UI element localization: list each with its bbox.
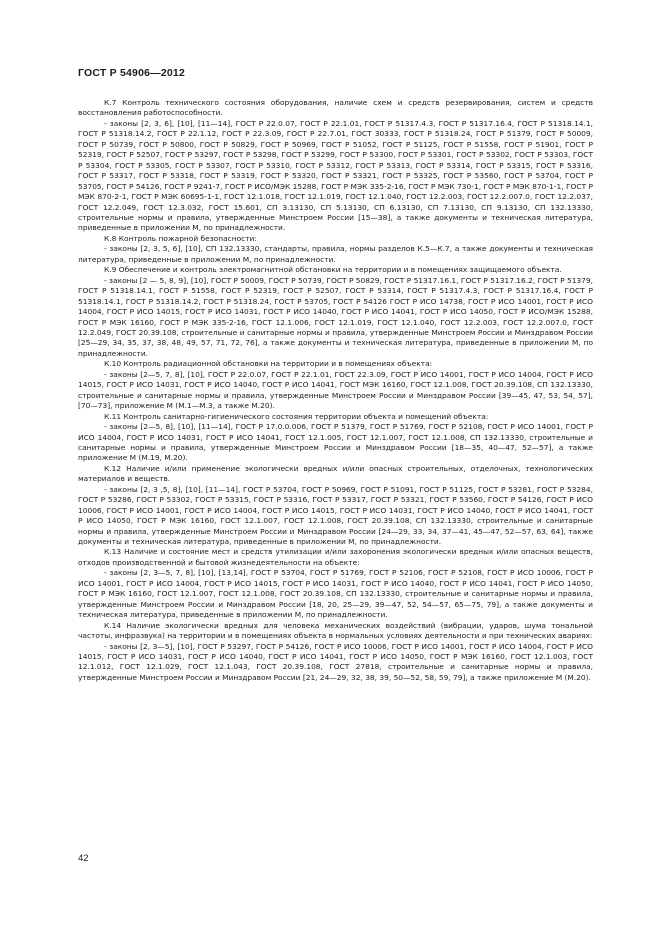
section-k7-laws: - законы [2, 3, 6], [10], [11—14], ГОСТ Р 22.0.07, ГОСТ Р 22.1.01, ГОСТ Р 51317.4.3, ГОСТ Р 51317.16.4, ГОСТ Р 51318.14.1, ГОСТ Р 51318.14.2, ГОСТ Р 22.1.12, ГОСТ Р 22.3.09, ГОСТ Р 22.7.01, ГОСТ 30333, ГОСТ Р 51318.24, ГОСТ Р 51379, ГОСТ Р 50009, ГОСТ Р 50739, ГОСТ Р 50800, ГОСТ Р 50829, ГОСТ Р 50969, ГОСТ Р 51052, ГОСТ Р 51125, ГОСТ Р 51558, ГОСТ Р 51901, ГОСТ Р 52319, ГОСТ Р 52507, ГОСТ Р 53297, ГОСТ Р 53298, ГОСТ Р 53299, ГОСТ Р 53300, ГОСТ Р 53301, ГОСТ Р 53302, ГОСТ Р 53303, ГОСТ Р 53304, ГОСТ Р 53305, ГОСТ Р 53307, ГОСТ Р 53310, ГОСТ Р 53312, ГОСТ Р 53313, ГОСТ Р 53314, ГОСТ Р 53315, ГОСТ Р 53316, ГОСТ Р 53317, ГОСТ Р 53318, ГОСТ Р 53319, ГОСТ Р 53320, ГОСТ Р 53321, ГОСТ Р 53325, ГОСТ Р 53560, ГОСТ Р 53704, ГОСТ Р 53705, ГОСТ Р 54126, ГОСТ Р 9241-7, ГОСТ Р ИСО/МЭК 15288, ГОСТ Р МЭК 335-2-16, ГОСТ Р МЭК 730-1, ГОСТ Р МЭК 870-1-1, ГОСТ Р МЭК 870-2-1, ГОСТ Р МЭК 60695-1-1, ГОСТ 12.1.018, ГОСТ 12.1.019, ГОСТ 12.1.040, ГОСТ 12.2.003, ГОСТ 12.2.007.0, ГОСТ 12.2.037, ГОСТ 12.2.049, ГОСТ 12.3.032, ГОСТ 15.601, СП 3.13130, СП 5.13130, СП 6.13130, СП 7.13130, СП 9.13130, СП 132.13330, строительные нормы и правила, утвержденные Минстроем России [15—38], а также документы и техническая литература, приведенные в приложении М, по принадлежности. [78, 118, 593, 233]
section-k7-heading: К.7 Контроль технического состояния оборудования, наличие схем и средств резервирования, систем и средств восстановления работоспособности. [78, 98, 593, 118]
section-k9-laws: - законы [2 — 5, 8, 9], [10], ГОСТ Р 50009, ГОСТ Р 50739, ГОСТ Р 50829, ГОСТ Р 51317.16.1, ГОСТ Р 51317.16.2, ГОСТ Р 51379, ГОСТ Р 51318.14.1, ГОСТ Р 51558, ГОСТ Р 52319, ГОСТ Р 52507, ГОСТ Р 53314, ГОСТ Р 51317.4.3, ГОСТ Р 51317.16.4, ГОСТ Р 51318.14.1, ГОСТ Р 51318.14.2, ГОСТ Р 51318.24, ГОСТ Р 53705, ГОСТ Р 54126 ГОСТ Р ИСО 14738, ГОСТ Р ИСО 14001, ГОСТ Р ИСО 14004, ГОСТ Р ИСО 14015, ГОСТ Р ИСО 14031, ГОСТ Р ИСО 14040, ГОСТ Р ИСО 14041, ГОСТ Р ИСО 14050, ГОСТ Р ИСО/МЭК 15288, ГОСТ Р МЭК 16160, ГОСТ Р МЭК 335-2-16, ГОСТ 12.1.006, ГОСТ 12.1.019, ГОСТ 12.1.040, ГОСТ 12.2.003, ГОСТ 12.2.007.0, ГОСТ 12.2.049, ГОСТ 20.39.108, строительные и санитарные нормы и правила, утвержденные Минстроем России и Минздравом России [25—29, 34, 35, 37, 38, 48, 49, 57, 71, 72, 76], а также документы и техническая литература, приведенные в приложении М, по принадлежности. [78, 275, 593, 358]
section-k8-heading: К.8 Контроль пожарной безопасности: [104, 233, 257, 243]
document-body [78, 98, 593, 683]
section-k9-heading: К.9 Обеспечение и контроль электромагнитной обстановки на территории и в помещениях защищаемого объекта. [104, 265, 562, 275]
section-k13-laws: - законы [2, 3—5, 7, 8], [10], [13,14], ГОСТ Р 53704, ГОСТ Р 51769, ГОСТ Р 52106, ГОСТ Р 52108, ГОСТ Р ИСО 10006, ГОСТ Р ИСО 14001, ГОСТ Р ИСО 14004, ГОСТ Р ИСО 14015, ГОСТ Р ИСО 14031, ГОСТ Р ИСО 14040, ГОСТ Р ИСО 14041, ГОСТ Р ИСО 14050, ГОСТ Р МЭК 16160, ГОСТ 12.1.007, ГОСТ 12.1.008, ГОСТ 20.39.108, СП 132.13330, строительные и санитарные нормы и правила, утвержденные Минстроем России и Минздравом России [18, 20, 25—29, 39—47, 52, 54—57, 65—75, 79], а также документы и техническая литература, приведенные в приложении М, по принадлежности. [78, 568, 593, 620]
section-k14-laws: - законы [2, 3—5], [10], ГОСТ Р 53297, ГОСТ Р 54126, ГОСТ Р ИСО 10006, ГОСТ Р ИСО 14001, ГОСТ Р ИСО 14004, ГОСТ Р ИСО 14015, ГОСТ Р ИСО 14031, ГОСТ Р ИСО 14040, ГОСТ Р ИСО 14041, ГОСТ Р ИСО 14050, ГОСТ Р МЭК 16160, ГОСТ 12.1.003, ГОСТ 12.1.012, ГОСТ 12.1.029, ГОСТ 12.1.043, ГОСТ 20.39.108, ГОСТ 27818, строительные и санитарные нормы и правила, утвержденные Минстроем России и Минздравом России [21, 24—29, 32, 38, 39, 50—52, 58, 59, 79], а также приложение М (М.20). [78, 641, 593, 682]
section-k10-heading: К.10 Контроль радиационной обстановки на территории и в помещениях объекта: [104, 359, 433, 369]
section-k12-heading: К.12 Наличие и/или применение экологически вредных и/или опасных строительных, отделочных, технологических материалов и веществ. [78, 463, 593, 484]
page-number: 42 [78, 853, 89, 864]
section-k11-laws: - законы [2—5, 8], [10], [11—14], ГОСТ Р 17.0.0.006, ГОСТ Р 51379, ГОСТ Р 51769, ГОСТ Р 52108, ГОСТ Р ИСО 14001, ГОСТ Р ИСО 14004, ГОСТ Р ИСО 14031, ГОСТ Р ИСО 14041, ГОСТ 12.1.005, ГОСТ 12.1.007, ГОСТ 12.1.008, СП 132.13330, строительные и санитарные нормы и правила, утвержденные Минстроем России и Минздравом России [18—35, 40—47, 52—57], а также приложение М (М.19, М.20). [78, 422, 593, 463]
section-k14-heading: К.14 Наличие экологически вредных для человека механических воздействий (вибрации, ударов, шума тональной частоты, инфразвука) на территории и в помещениях объекта в нормальных условиях деятельности и при технических авариях: [78, 620, 593, 641]
section-k10-laws: - законы [2—5, 7, 8], [10], ГОСТ Р 22.0.07, ГОСТ Р 22.1.01, ГОСТ 22.3.09, ГОСТ Р ИСО 14001, ГОСТ Р ИСО 14004, ГОСТ Р ИСО 14015, ГОСТ Р ИСО 14031, ГОСТ Р ИСО 14040, ГОСТ Р ИСО 14041, ГОСТ МЭК 16160, ГОСТ 12.1.008, ГОСТ 20.39.108, СП 132.13330, строительные и санитарные нормы и правила, утвержденные Минстроем России и Минздравом России [39—45, 47, 53, 54, 57], [70—73], приложение М (М.1—М.3, а также М.20). [78, 369, 593, 411]
document-header: ГОСТ Р 54906—2012 [78, 67, 186, 79]
section-k8-laws: - законы [2, 3, 5, 6], [10], СП 132.13330, стандарты, правила, нормы разделов К.5—К.7, а также документы и техническая литература, приведенные в приложении М, по принадлежности. [78, 244, 593, 264]
section-k11-heading: К.11 Контроль санитарно-гигиенического состояния территории объекта и помещений объекта: [104, 411, 489, 421]
section-k12-laws: - законы [2, 3 ,5, 8], [10], [11—14], ГОСТ Р 53704, ГОСТ Р 50969, ГОСТ Р 51091, ГОСТ Р 51125, ГОСТ Р 53281, ГОСТ Р 53284, ГОСТ Р 53286, ГОСТ Р 53302, ГОСТ Р 53315, ГОСТ Р 53316, ГОСТ Р 53317, ГОСТ Р 53321, ГОСТ Р 53560, ГОСТ Р 54126, ГОСТ Р ИСО 10006, ГОСТ Р ИСО 14001, ГОСТ Р ИСО 14004, ГОСТ Р ИСО 14015, ГОСТ Р ИСО 14031, ГОСТ Р ИСО 14040, ГОСТ Р ИСО 14041, ГОСТ Р ИСО 14050, ГОСТ Р МЭК 16160, ГОСТ 12.1.007, ГОСТ 12.1.008, ГОСТ 20.39.108, СП 132.13330, строительные и санитарные нормы и правила, утвержденные Минстроем России и Минздравом России [24—29, 33, 34, 37—41, 45—47, 52—57, 63, 64], также документы и техническая литература, приведенные в приложении М, по принадлежности. [78, 484, 593, 547]
section-k13-heading: К.13 Наличие и состояние мест и средств утилизации и/или захоронения экологически вредных и/или опасных веществ, отходов производственной и бытовой жизнедеятельности на объекте: [78, 547, 593, 567]
